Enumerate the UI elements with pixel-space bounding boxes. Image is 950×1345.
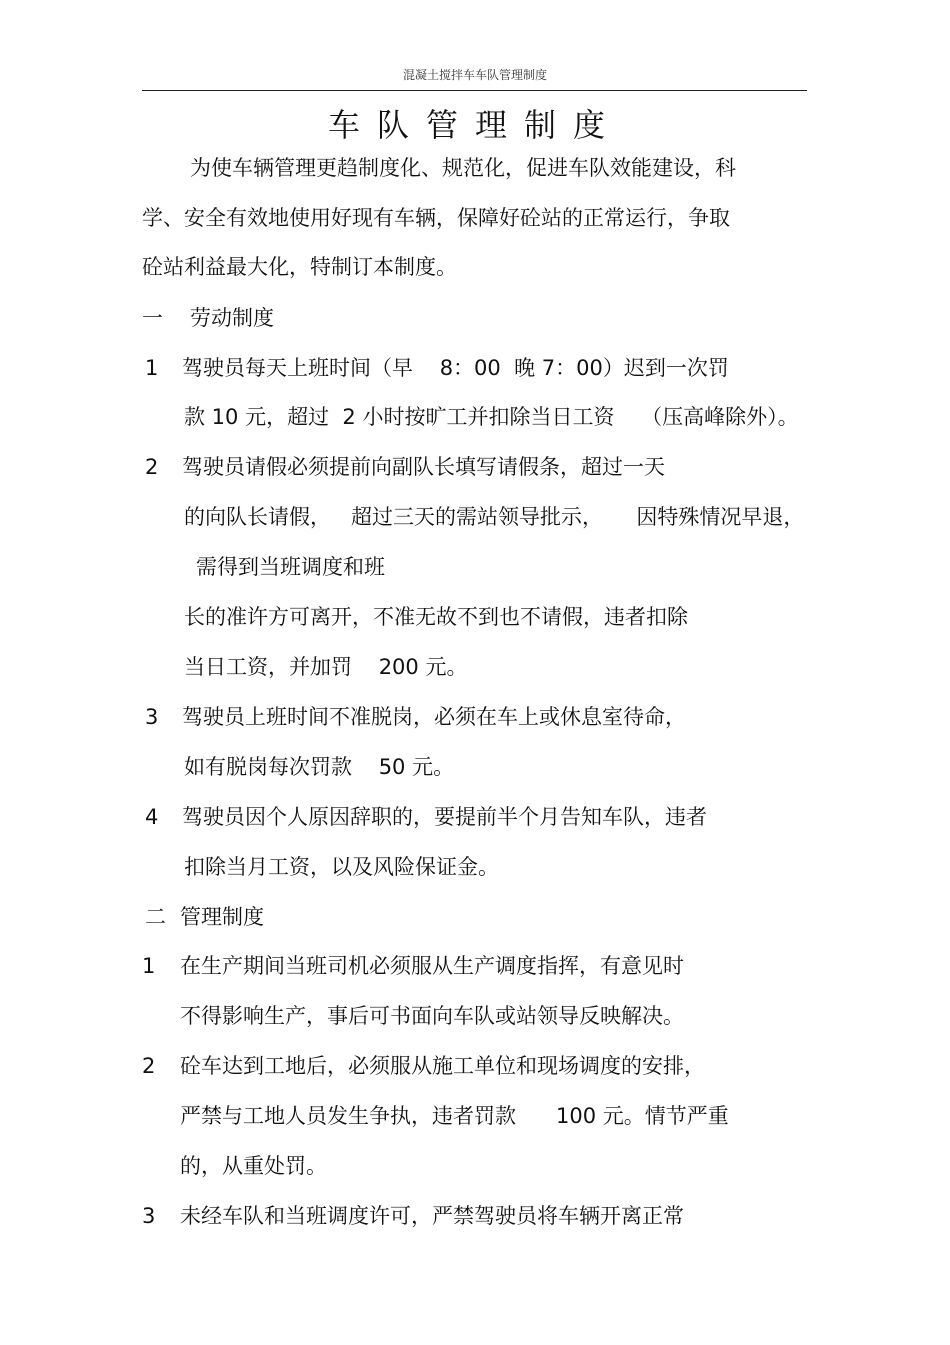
running-header: 混凝土搅拌车车队管理制度 xyxy=(402,68,547,82)
header-rule xyxy=(142,90,807,91)
intro-line-2: 学、安全有效地使用好现有车辆，保障好砼站的正常运行，争取 xyxy=(142,206,730,230)
s2-item-1-line-2: 不得影响生产，事后可书面向车队或站领导反映解决。 xyxy=(180,1004,684,1028)
s1-item-2-line-2: 的向队长请假， 超过三天的需站领导批示， 因特殊情况早退， xyxy=(184,505,805,529)
section-1-number: 一 xyxy=(142,306,163,330)
s1-item-2-number: 2 xyxy=(145,455,159,479)
s2-item-2-number: 2 xyxy=(142,1054,156,1078)
s1-item-1-number: 1 xyxy=(145,356,159,380)
intro-line-3: 砼站利益最大化，特制订本制度。 xyxy=(142,255,457,279)
s1-item-3-line-1: 驾驶员上班时间不准脱岗，必须在车上或休息室待命， xyxy=(182,705,686,729)
s2-item-2-line-2: 严禁与工地人员发生争执，违者罚款 100 元。情节严重 xyxy=(180,1104,729,1128)
s2-item-3-number: 3 xyxy=(142,1204,156,1228)
intro-line-1: 为使车辆管理更趋制度化、规范化，促进车队效能建设，科 xyxy=(190,156,736,180)
s1-item-4-number: 4 xyxy=(145,805,159,829)
s1-item-1-line-1: 驾驶员每天上班时间（早 8：00 晚 7：00）迟到一次罚 xyxy=(182,356,729,380)
section-2-heading: 管理制度 xyxy=(180,905,264,929)
section-1-heading: 劳动制度 xyxy=(190,306,274,330)
s2-item-3-line-1: 未经车队和当班调度许可，严禁驾驶员将车辆开离正常 xyxy=(180,1204,684,1228)
s2-item-2-line-3: 的，从重处罚。 xyxy=(180,1154,327,1178)
s1-item-3-line-2: 如有脱岗每次罚款 50 元。 xyxy=(184,755,455,779)
s1-item-4-line-1: 驾驶员因个人原因辞职的，要提前半个月告知车队，违者 xyxy=(182,805,707,829)
document-title: 车队管理制度 xyxy=(327,106,622,144)
s1-item-1-line-2: 款 10 元，超过 2 小时按旷工并扣除当日工资 （压高峰除外）。 xyxy=(184,405,799,429)
s1-item-2-line-1: 驾驶员请假必须提前向副队长填写请假条，超过一天 xyxy=(182,455,665,479)
section-2-number: 二 xyxy=(145,905,166,929)
s1-item-2-line-4: 长的准许方可离开，不准无故不到也不请假，违者扣除 xyxy=(184,605,688,629)
s2-item-1-line-1: 在生产期间当班司机必须服从生产调度指挥，有意见时 xyxy=(180,954,684,978)
s1-item-2-line-5: 当日工资，并加罚 200 元。 xyxy=(184,655,468,679)
s2-item-2-line-1: 砼车达到工地后，必须服从施工单位和现场调度的安排， xyxy=(180,1054,705,1078)
s1-item-3-number: 3 xyxy=(145,705,159,729)
s1-item-2-line-3: 需得到当班调度和班 xyxy=(196,555,385,579)
s2-item-1-number: 1 xyxy=(142,954,156,978)
s1-item-4-line-2: 扣除当月工资，以及风险保证金。 xyxy=(184,855,499,879)
